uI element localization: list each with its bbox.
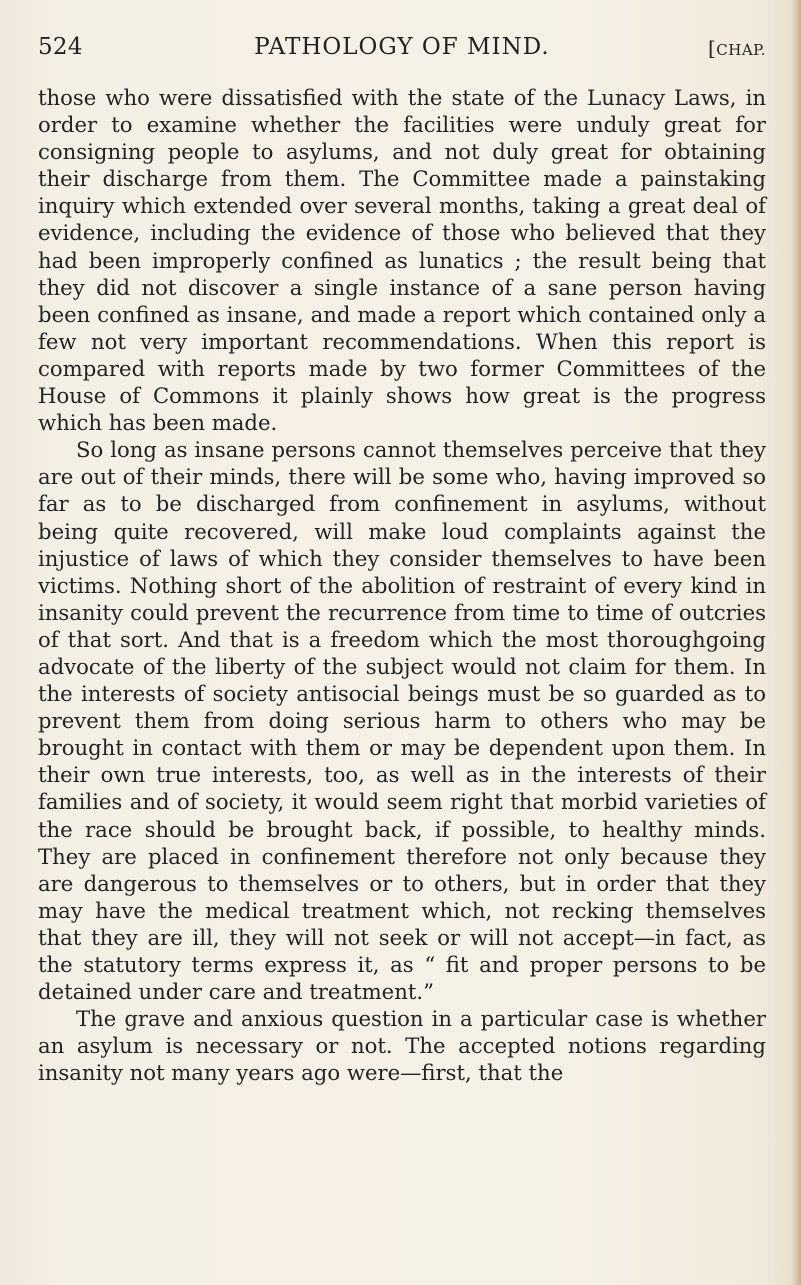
body-text: [38, 84, 766, 1086]
page-header: [38, 34, 766, 70]
chapter-abbrev: CHAP.: [716, 41, 766, 59]
running-title: PATHOLOGY OF MIND.: [254, 34, 550, 60]
page-number: 524: [38, 34, 83, 60]
chapter-bracket: [: [707, 36, 717, 60]
chapter-mark: [708, 36, 766, 60]
paragraph-1: those who were dissatisfied with the state of the Lunacy Laws, in order to examine whether the facilities were unduly great for consigning people to asylums, and not duly great for obtaining their discharge from them. The Committee made a painstaking inquiry which extended over several months, taking a great deal of evidence, including the evidence of those who believed that they had been improperly confined as lunatics ; the result being that they did not discover a single instance of a sane person having been confined as insane, and made a report which contained only a few not very important recommendations. When this report is compared with reports made by two former Committees of the House of Commons it plainly shows how great is the progress which has been made.: [38, 85, 766, 436]
paragraph-2: So long as insane persons cannot themselves perceive that they are out of their minds, there will be some who, having improved so far as to be discharged from confinement in asylums, without being quite recovered, will make loud complaints against the injustice of laws of which they consider themselves to have been victims. Nothing short of the abolition of restraint of every kind in insanity could prevent the recurrence from time to time of outcries of that sort. And that is a freedom which the most thoroughgoing advocate of the liberty of the subject would not claim for them. In the interests of society antisocial beings must be so guarded as to prevent them from doing serious harm to others who may be brought in contact with them or may be dependent upon them. In their own true interests, too, as well as in the interests of their families and of society, it would seem right that morbid varieties of the race should be brought back, if possible, to healthy minds. They are placed in confinement therefore not only because they are dangerous to themselves or to others, but in order that they may have the medical treatment which, not recking themselves that they are ill, they will not seek or will not accept—in fact, as the statutory terms express it, as “ fit and proper persons to be detained under care and treatment.”: [38, 437, 766, 1005]
page-edge-shadow: [791, 0, 801, 1285]
paragraph-3: The grave and anxious question in a particular case is whether an asylum is necessary or not. The accepted notions regarding insanity not many years ago were—first, that the: [38, 1006, 766, 1086]
